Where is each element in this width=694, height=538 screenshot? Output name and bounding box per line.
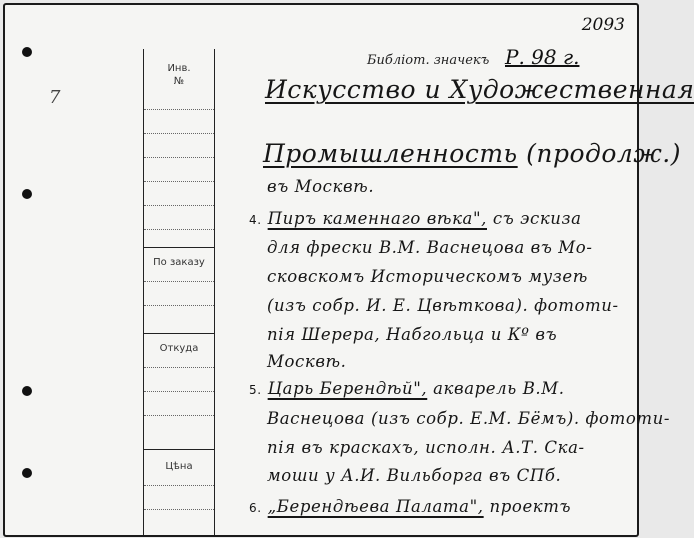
title-line-2: Промышленность (продолж.) bbox=[263, 139, 681, 168]
entry-4-head: 4. Пиръ каменнаго вѣка", съ эскиза bbox=[249, 209, 582, 228]
entry-5-line: пія въ краскахъ, исполн. А.Т. Ска- bbox=[267, 438, 585, 457]
entry-4-line: сковскомъ Историческомъ музеѣ bbox=[267, 267, 588, 286]
entry-4-line: пія Шерера, Набгольца и Кº въ bbox=[267, 325, 558, 344]
shelf-mark: Р. 98 г. bbox=[505, 45, 580, 69]
entry-4-line: (изъ собр. И. Е. Цвѣткова). фототи- bbox=[267, 296, 619, 315]
entry-5-head: 5. Царь Берендѣй", акварель В.М. bbox=[249, 379, 565, 398]
margin-note: 7 bbox=[49, 87, 61, 108]
inv-label: Инв. bbox=[167, 63, 191, 74]
title-line-1: Искусство и Художественная bbox=[265, 75, 694, 104]
price-label: Цѣна bbox=[165, 461, 193, 472]
punch-hole-lower bbox=[22, 386, 32, 396]
catalog-card bbox=[3, 3, 694, 537]
entry-4-line: для фрески В.М. Васнецова въ Мо- bbox=[267, 238, 593, 257]
punch-hole-bottom bbox=[22, 468, 32, 478]
entry-6-head: 6. „Берендѣева Палата", проектъ bbox=[249, 497, 572, 516]
inv-number-label: № bbox=[173, 76, 185, 87]
entry-5-line: моши у А.И. Вильборга въ СПб. bbox=[267, 466, 562, 485]
library-mark-label: Библіот. значекъ bbox=[367, 53, 490, 68]
title-line-3: въ Москвѣ. bbox=[267, 177, 375, 196]
entry-4-line: Москвѣ. bbox=[267, 352, 347, 371]
order-label: По заказу bbox=[153, 257, 205, 268]
entry-5-line: Васнецова (изъ собр. Е.М. Бёмъ). фототи- bbox=[267, 409, 671, 428]
corner-number: 2093 bbox=[581, 15, 625, 35]
punch-hole-top bbox=[22, 47, 32, 57]
inventory-column bbox=[143, 49, 215, 535]
punch-hole-middle bbox=[22, 189, 32, 199]
source-label: Откуда bbox=[159, 343, 199, 354]
